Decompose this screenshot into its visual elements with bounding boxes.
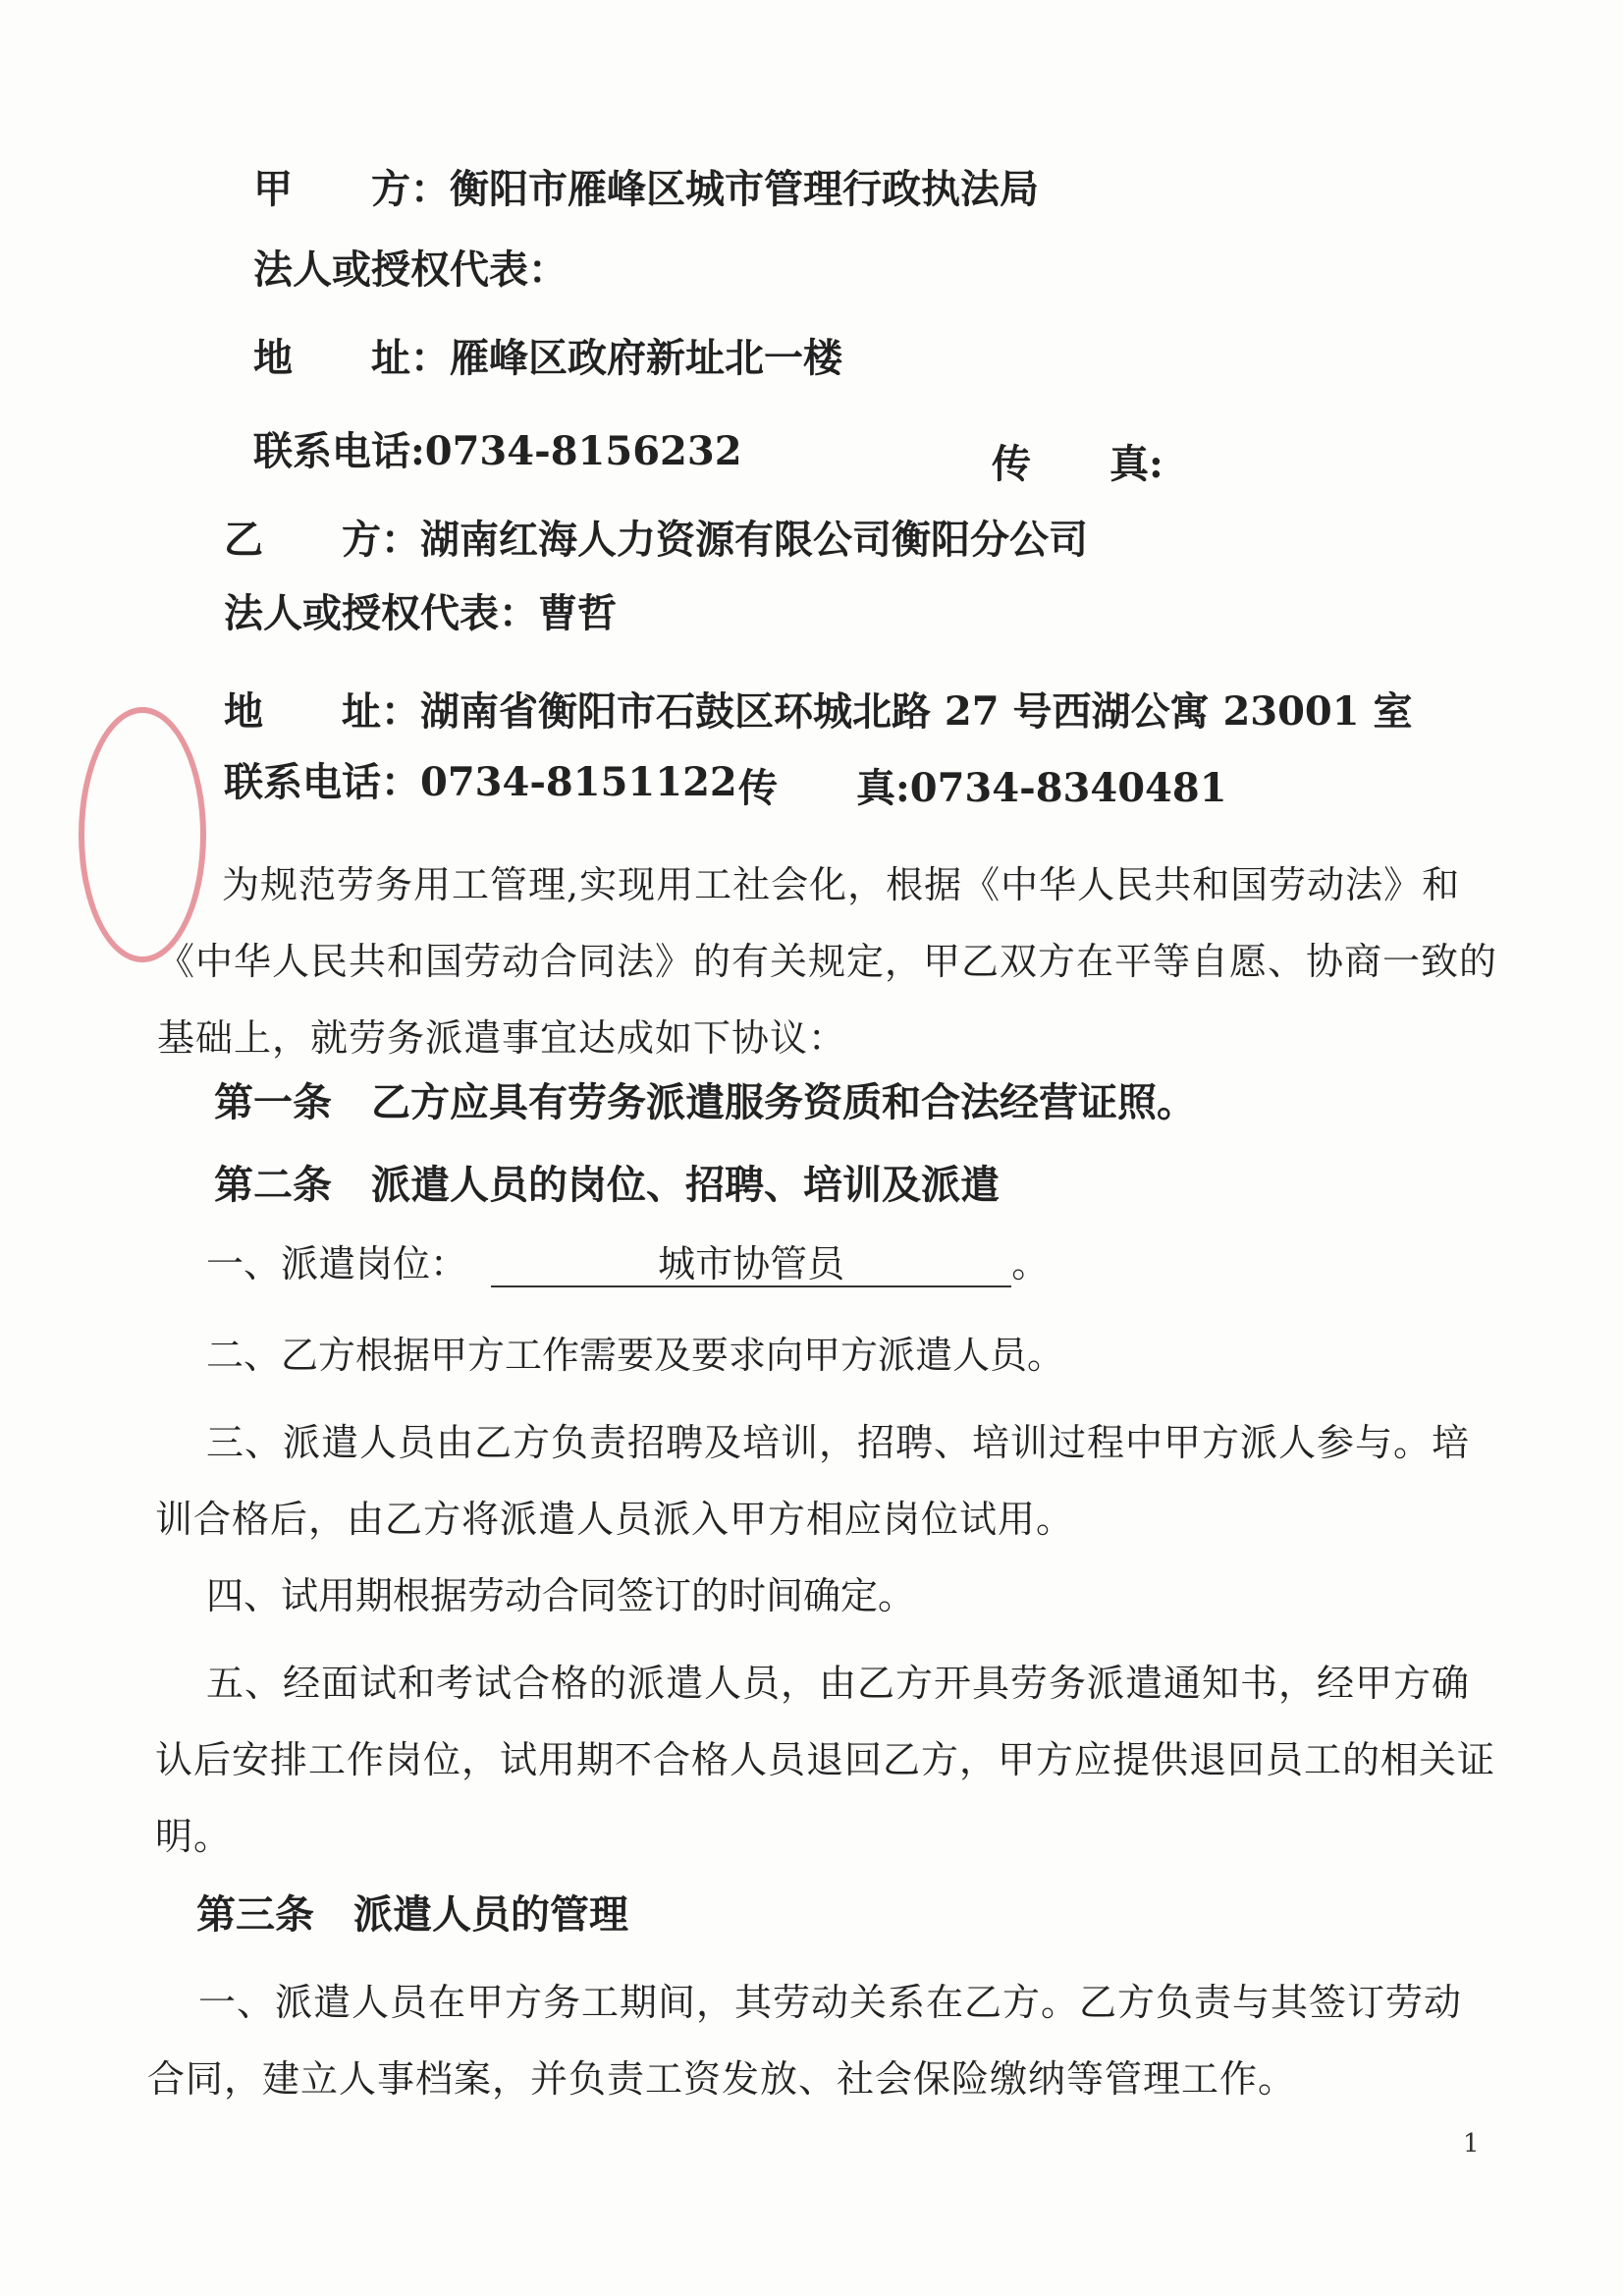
article-2-title: 第二条: [214, 1162, 332, 1208]
party-a-name-label: 甲 方：: [253, 166, 450, 212]
article-2-heading: 派遣人员的岗位、招聘、培训及派遣: [371, 1162, 1000, 1208]
party-a-rep-row: [253, 246, 568, 295]
party-b-rep-row: [224, 589, 617, 638]
party-a-fax-row: [992, 440, 1163, 489]
article-2-item-2: 二、乙方根据甲方工作需要及要求向甲方派遣人员。: [206, 1334, 1065, 1377]
article-3-heading: 派遣人员的管理: [353, 1891, 628, 1938]
article-2-item-3: 三、派遣人员由乙方负责招聘及培训，招聘、培训过程中甲方派人参与。培训合格后，由乙方将派遣人员派入甲方相应岗位试用。: [155, 1421, 1471, 1541]
party-a-address-row: [253, 334, 842, 383]
party-b-address-row: [224, 687, 1413, 737]
party-a-rep-label: 法人或授权代表：: [253, 246, 568, 293]
party-a-name-row: [253, 165, 1039, 214]
party-a-address-label: 地 址：: [253, 335, 450, 381]
party-a-name: 衡阳市雁峰区城市管理行政执法局: [450, 166, 1039, 212]
party-b-phone-label: 联系电话：: [224, 759, 420, 805]
party-b-name: 湖南红海人力资源有限公司衡阳分公司: [420, 517, 1088, 563]
post-label: 一、派遣岗位：: [206, 1242, 468, 1285]
party-b-phone: 0734-8151122: [420, 759, 737, 805]
article-3-item-1: 一、派遣人员在甲方务工期间，其劳动关系在乙方。乙方负责与其签订劳动合同，建立人事档案，并负责工资发放、社会保险缴纳等管理工作。: [147, 1981, 1463, 2101]
party-a-phone-row: [253, 427, 742, 476]
party-b-fax: 0734-8340481: [909, 765, 1227, 811]
party-a-phone: 0734-8156232: [424, 428, 742, 474]
page-number: 1: [1463, 2129, 1480, 2159]
article-1-title: 第一条: [214, 1079, 332, 1125]
post-value: 城市协管员: [491, 1242, 1011, 1287]
party-b-address-label: 地 址：: [224, 688, 420, 735]
article-3-title: 第三条: [196, 1891, 314, 1938]
party-b-rep: 曹哲: [538, 590, 617, 636]
party-b-rep-label: 法人或授权代表：: [224, 590, 538, 636]
article-2-item-5: 五、经面试和考试合格的派遣人员，由乙方开具劳务派遣通知书，经甲方确认后安排工作岗位，试用期不合格人员退回乙方，甲方应提供退回员工的相关证明。: [155, 1662, 1496, 1858]
party-b-name-row: [224, 516, 1088, 565]
party-b-fax-row: [738, 764, 1227, 813]
preamble-paragraph: 为规范劳务用工管理,实现用工社会化，根据《中华人民共和国劳动法》和《中华人民共和国劳动合同法》的有关规定，甲乙双方在平等自愿、协商一致的基础上，就劳务派遣事宜达成如下协议：: [157, 863, 1498, 1060]
post-end: 。: [1011, 1242, 1050, 1285]
party-a-phone-label: 联系电话:: [253, 428, 425, 474]
party-b-fax-label: 传 真:: [738, 765, 910, 811]
party-a-fax-label: 传 真:: [992, 441, 1163, 487]
party-b-phone-row: [224, 758, 737, 807]
article-2-item-4: 四、试用期根据劳动合同签订的时间确定。: [206, 1574, 916, 1617]
party-b-name-label: 乙 方：: [224, 517, 420, 563]
article-3-heading-row: [196, 1890, 628, 1940]
party-b-address: 湖南省衡阳市石鼓区环城北路 27 号西湖公寓 23001 室: [420, 688, 1413, 735]
article-1-text: 乙方应具有劳务派遣服务资质和合法经营证照。: [371, 1079, 1196, 1125]
article-2-heading-row: [214, 1161, 1000, 1210]
article-1: [214, 1078, 1196, 1127]
party-a-address: 雁峰区政府新址北一楼: [450, 335, 842, 381]
article-2-item-1: [206, 1239, 1049, 1288]
